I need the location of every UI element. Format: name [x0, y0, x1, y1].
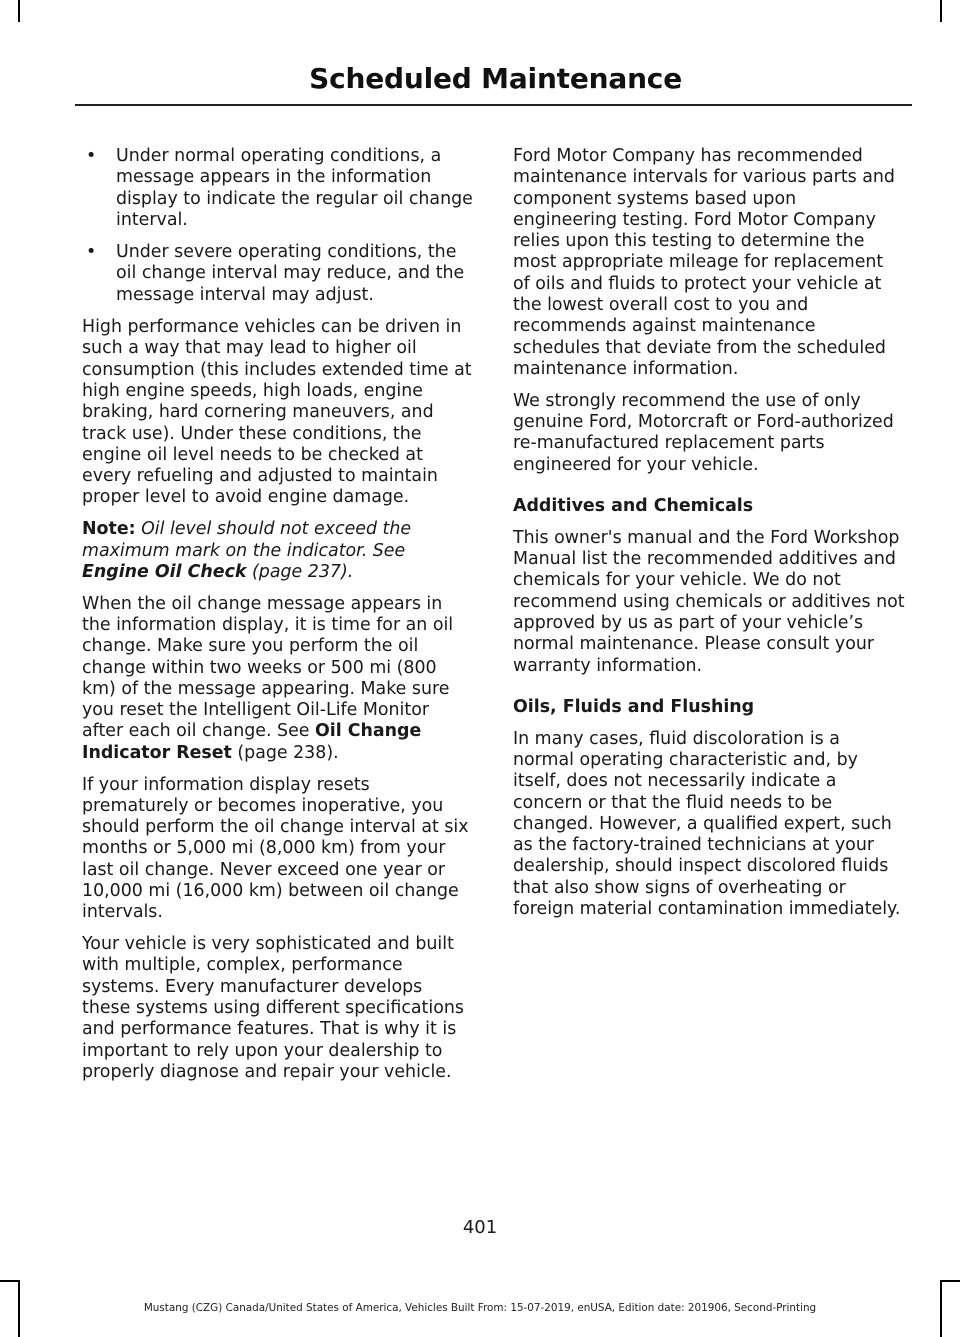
list-item-text: Under normal operating conditions, a message appears in the information display to indicate the regular oil change interval. [116, 146, 473, 230]
paragraph-ford-recommended: Ford Motor Company has recommended maintenance intervals for various parts and component systems based upon engineering testing. Ford Motor Company relies upon this testing to determine the most appropriate mileage for replacement of oils and fluids to protect your vehicle at the lowest overall cost to you and recommends against maintenance schedules that deviate from the scheduled maintenance information. [513, 146, 895, 379]
page-title: Scheduled Maintenance [309, 62, 682, 95]
paragraph-display-resets: If your information display resets prematurely or becomes inoperative, you should perform the oil change interval at six months or 5,000 mi (8,000 km) from your last oil change. Never exceed one year or 10,000 mi (16,000 km) between oil change intervals. [82, 774, 469, 923]
paragraph-text: When the oil change message appears in the information display, it is time for an oil change. Make sure you perform the oil change within two weeks or 500 mi (800 km) of the message appearing. Make sure you reset the Intelligent Oil-Life Monitor after each oil change. See [82, 593, 454, 742]
paragraph-additives: This owner's manual and the Ford Workshop Manual list the recommended additives and chemicals for your vehicle. We do not recommend using chemicals or additives not approved by us as part of your vehicle’s normal maintenance. Please consult your warranty information. [513, 527, 905, 676]
crop-mark [942, 1280, 960, 1282]
page-ref: (page 238). [237, 742, 339, 763]
paragraph-high-performance: High performance vehicles can be driven in such a way that may lead to higher oil consumption (this includes extended time at high engine speeds, high loads, engine braking, hard cornering maneuvers, and track use). Under these conditions, the engine oil level needs to be checked at every refueling and adjusted to maintain proper level to avoid engine damage. [82, 317, 472, 508]
note [82, 519, 474, 583]
crop-mark [940, 0, 942, 22]
heading-additives: Additives and Chemicals [513, 495, 754, 516]
note-page-ref: (page 237). [252, 561, 354, 582]
note-text: Oil level should not exceed the maximum mark on the indicator. See [82, 519, 412, 561]
oil-change-indicator-reset-link[interactable]: Oil Change Indicator Reset [82, 721, 422, 763]
crop-mark [0, 1280, 18, 1282]
note-label: Note: [82, 519, 136, 540]
paragraph-sophisticated: Your vehicle is very sophisticated and built with multiple, complex, performance systems. Every manufacturer develops these systems using different specifications and performance features. That is why it is important to rely upon your dealership to properly diagnose and repair your vehicle. [82, 934, 464, 1082]
left-column [82, 146, 474, 1094]
engine-oil-check-link[interactable]: Engine Oil Check [82, 561, 247, 582]
paragraph-oil-change [82, 594, 474, 764]
bullet-icon: • [86, 242, 97, 263]
list-item [82, 146, 474, 231]
footer: Mustang (CZG) Canada/United States of America, Vehicles Built From: 15-07-2019, enUSA, Edition date: 201906, Second-Printing [143, 1302, 817, 1314]
heading-oils-fluids: Oils, Fluids and Flushing [513, 696, 755, 717]
paragraph-genuine-parts: We strongly recommend the use of only genuine Ford, Motorcraft or Ford-authorized re-manufactured replacement parts engineered for your vehicle. [513, 390, 894, 475]
header-rule [75, 104, 912, 106]
right-column [513, 146, 905, 931]
bullet-icon: • [86, 146, 97, 166]
paragraph-oils-fluids: In many cases, fluid discoloration is a normal operating characteristic and, by itself, does not necessarily indicate a concern or that the fluid needs to be changed. However, a qualified expert, such as the factory-trained technicians at your dealership, should inspect discolored fluids that also show signs of overheating or foreign material contamination immediately. [513, 728, 901, 919]
list-item-text: Under severe operating conditions, the oil change interval may reduce, and the message interval may adjust. [116, 242, 465, 305]
page-number: 401 [462, 1217, 498, 1238]
list-item [82, 242, 474, 306]
crop-mark [18, 0, 20, 22]
